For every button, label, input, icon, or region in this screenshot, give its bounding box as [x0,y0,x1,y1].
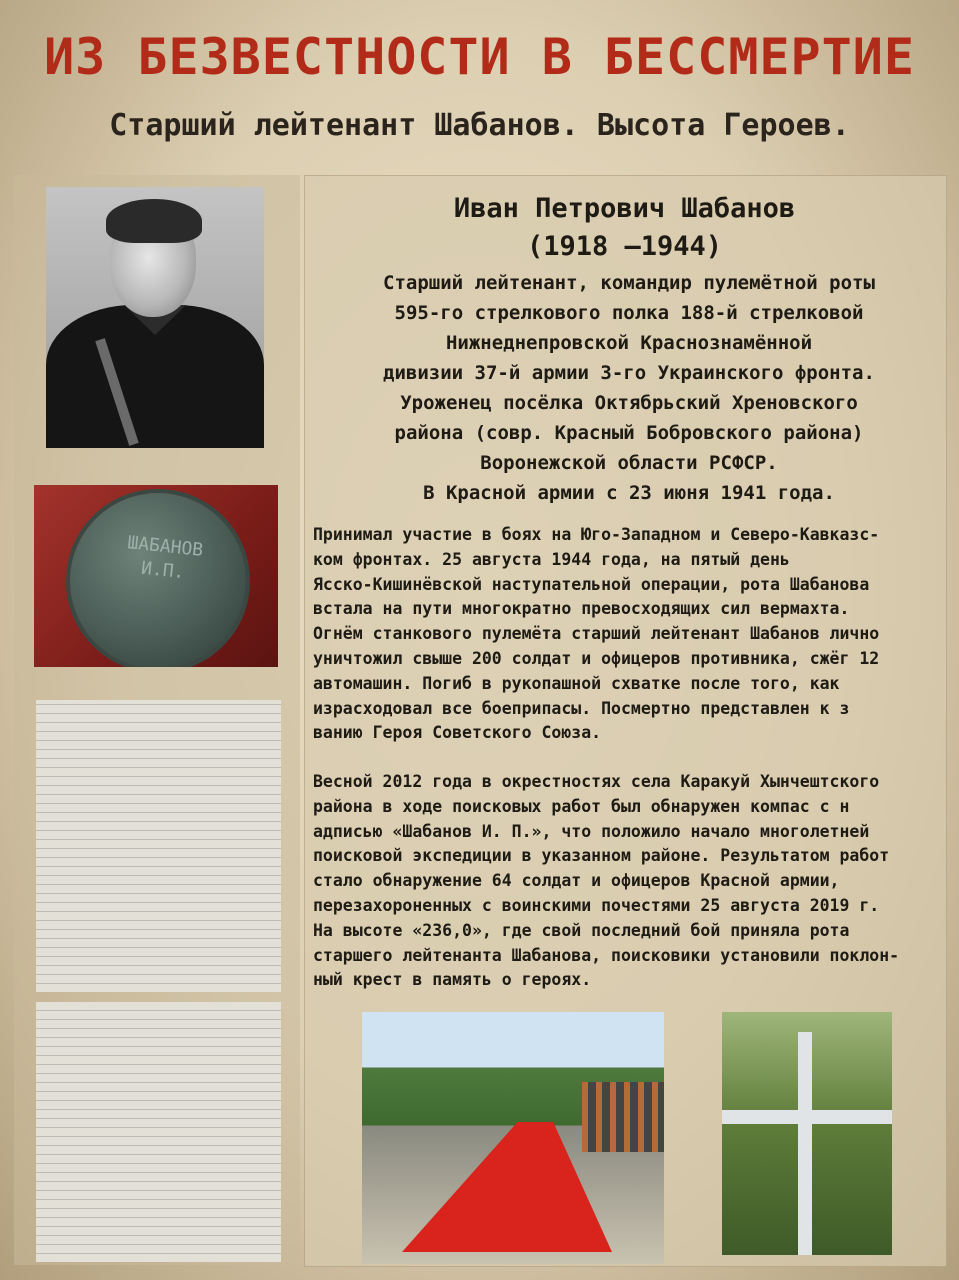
award-document-photo-2 [36,1002,281,1262]
story-line: Огнём станкового пулемёта старший лейтенант Шабанов лично [313,624,880,644]
rank-line: 595-го стрелкового полка 188-й стрелковой [394,302,864,324]
story-line: встала на пути многократно превосходящих сил вермахта. [313,599,850,619]
poster-subtitle: Старший лейтенант Шабанов. Высота Героев. [109,108,850,143]
reburial-ceremony-photo [362,1012,664,1264]
cross-vertical-beam [798,1032,812,1255]
hero-rank-description [318,268,940,508]
story-line: автомашин. Погиб в рукопашной схватке после того, как [313,673,840,693]
hero-name: Иван Петрович Шабанов [453,193,796,224]
story-line: Весной 2012 года в окрестностях села Каракуй Хынчештского [313,772,880,791]
story-line: района в ходе поисковых работ был обнаружен компас с н [313,796,850,816]
story-line: уничтожил свыше 200 солдат и офицеров противника, сжёг 12 [313,648,880,668]
rank-line: дивизии 37-й армии 3-го Украинского фронта. [383,362,875,384]
story-line: Ясско-Кишинёвской наступательной операции, рота Шабанова [313,574,870,594]
compass-photo [34,485,278,667]
rank-line: Уроженец посёлка Октябрьский Хреновского [400,392,858,414]
memorial-cross-photo [722,1012,892,1255]
award-document-photo-1 [36,700,281,992]
story-line: ванию Героя Советского Союза. [313,723,602,743]
story-paragraph-1 [313,523,945,746]
hero-years: (1918 –1944) [526,231,723,262]
story-line: израсходовал все боеприпасы. Посмертно представлен к з [313,698,850,718]
story-line: перезахороненных с воинскими почестями 25 августа 2019 г. [313,895,880,915]
story-line: ком фронтах. 25 августа 1944 года, на пятый день [313,549,790,569]
portrait-hair [106,199,202,243]
story-paragraph-2 [313,770,945,993]
rank-line: района (совр. Красный Бобровского района) [394,422,864,444]
rank-line: Старший лейтенант, командир пулемётной роты [383,272,875,294]
story-line: старшего лейтенанта Шабанова, поисковики установили поклон- [313,945,900,965]
story-line: ный крест в память о героях. [313,970,592,990]
rank-line: Нижнеднепровской Краснознамённой [445,332,813,354]
story-line: адписью «Шабанов И. П.», что положило начало многолетней [313,821,870,841]
story-line: Принимал участие в боях на Юго-Западном и Северо-Кавказс- [313,525,880,544]
rank-line: Воронежской области РСФСР. [480,452,778,474]
ceremony-fence [582,1082,664,1152]
engraving-line: И.П. [140,557,186,584]
story-line: поисковой экспедиции в указанном районе. Результатом работ [313,846,890,866]
story-line: На высоте «236,0», где свой последний бой приняла рота [313,920,850,940]
rank-line: В Красной армии с 23 июня 1941 года. [423,482,835,504]
story-line: стало обнаружение 64 солдат и офицеров Красной армии, [313,871,840,891]
poster-title: ИЗ БЕЗВЕСТНОСТИ В БЕССМЕРТИЕ [44,28,915,86]
cross-horizontal-beam [722,1110,892,1124]
ceremony-coffins [402,1122,612,1252]
engraving-line: ШАБАНОВ [126,532,205,561]
portrait-photo [46,187,264,448]
